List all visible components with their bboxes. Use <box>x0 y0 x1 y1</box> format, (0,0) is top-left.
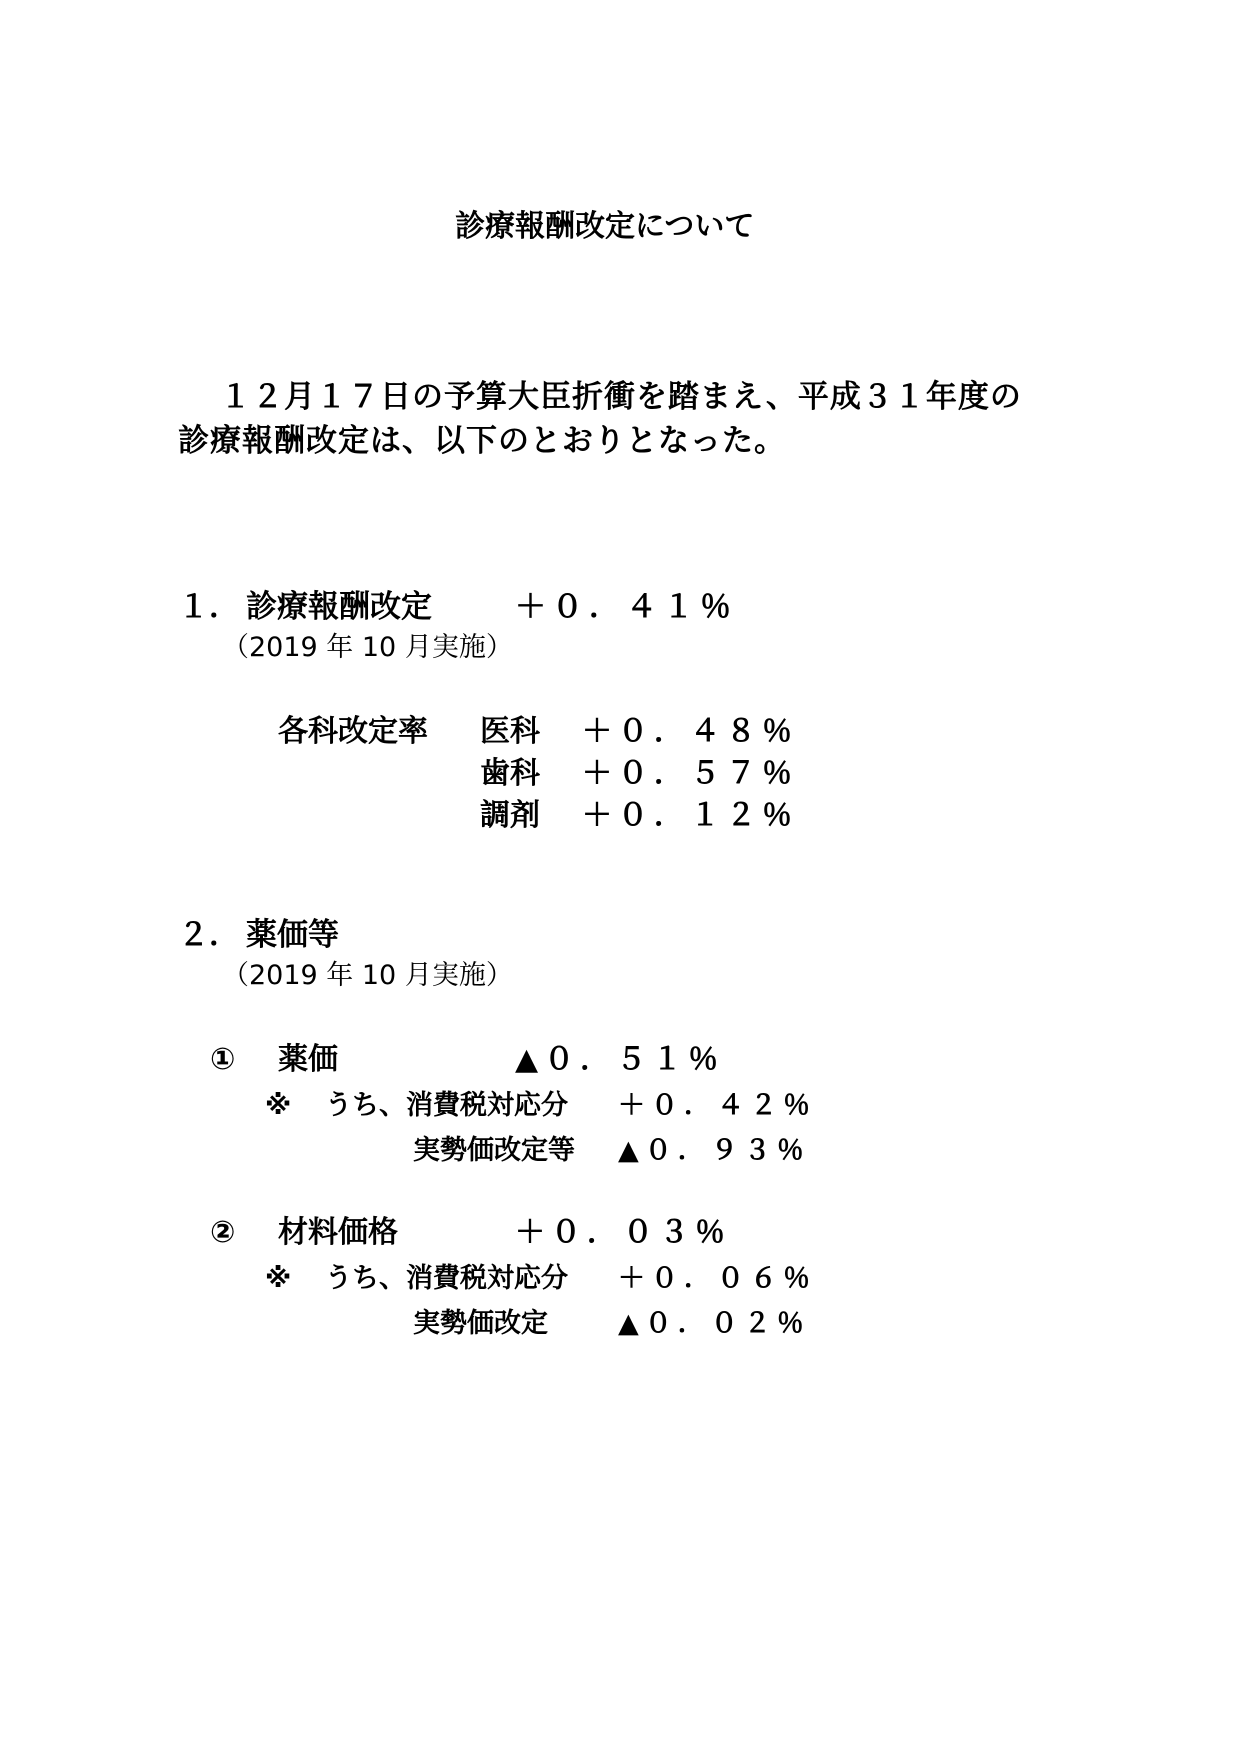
item1-value: ▲０．５１％ <box>515 1042 725 1077</box>
item2-sub1-value: ＋０．０６％ <box>618 1263 816 1294</box>
section1-number: １． <box>178 589 240 625</box>
breakdown-label: 各科改定率 <box>278 714 428 749</box>
intro-line-2: 診療報酬改定は、以下のとおりとなった。 <box>178 423 786 459</box>
item2-sub2-label: 実勢価改定 <box>413 1308 548 1339</box>
breakdown-item-label: 歯科 <box>480 756 540 791</box>
item1-marker: ① <box>210 1042 236 1077</box>
item2-value: ＋０．０３％ <box>515 1215 731 1250</box>
section1-label: 診療報酬改定 <box>246 589 432 625</box>
item2-marker: ② <box>210 1215 236 1250</box>
section1-value: ＋０．４１％ <box>515 589 737 625</box>
item1-sub1-label: うち、消費税対応分 <box>325 1090 568 1121</box>
page-title: 診療報酬改定について <box>455 209 755 244</box>
intro-line-1: １２月１７日の予算大臣折衝を踏まえ、平成３１年度の <box>220 379 1022 415</box>
item2-sub2-value: ▲０．０２％ <box>618 1308 810 1339</box>
section2-note: （2019 年 10 月実施） <box>222 960 513 991</box>
breakdown-item-value: ＋０．１２％ <box>582 798 798 833</box>
breakdown-item-value: ＋０．５７％ <box>582 756 798 791</box>
breakdown-item-label: 医科 <box>480 714 540 749</box>
item1-sub2-value: ▲０．９３％ <box>618 1135 810 1166</box>
item1-note-mark: ※ <box>265 1090 292 1121</box>
section2-number: ２． <box>178 917 240 953</box>
item1-label: 薬価 <box>278 1042 338 1077</box>
item1-sub2-label: 実勢価改定等 <box>413 1135 575 1166</box>
breakdown-item-value: ＋０．４８％ <box>582 714 798 749</box>
item2-label: 材料価格 <box>278 1215 398 1250</box>
item2-sub1-label: うち、消費税対応分 <box>325 1263 568 1294</box>
item2-note-mark: ※ <box>265 1263 292 1294</box>
section1-note: （2019 年 10 月実施） <box>222 632 513 663</box>
breakdown-item-label: 調剤 <box>480 798 540 833</box>
section2-label: 薬価等 <box>246 917 339 953</box>
item1-sub1-value: ＋０．４２％ <box>618 1090 816 1121</box>
